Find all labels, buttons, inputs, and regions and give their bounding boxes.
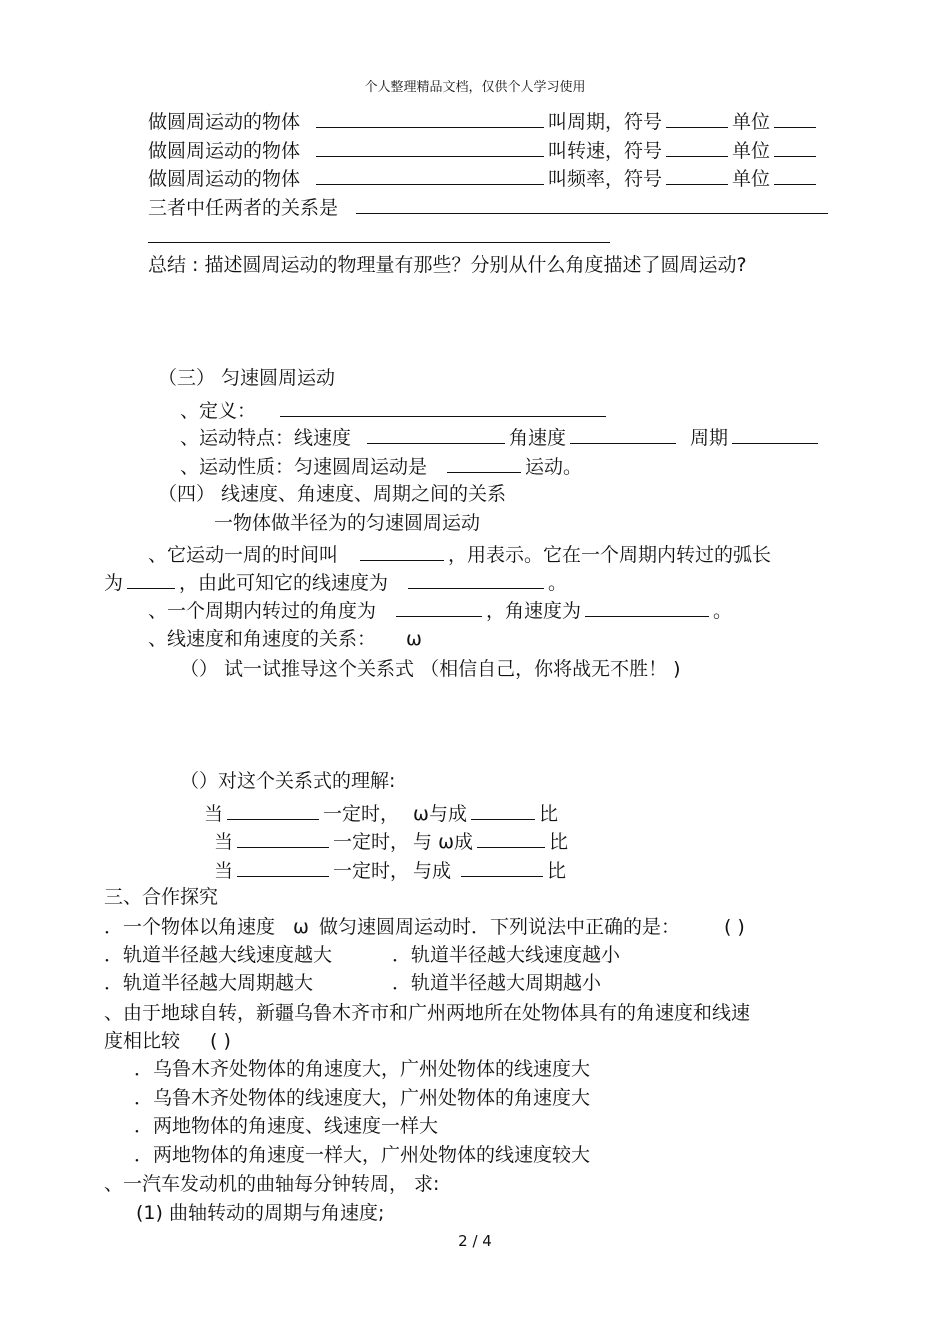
blank: [356, 194, 828, 214]
blank: [237, 857, 329, 877]
section-heading-uniform-circular-motion: （三） 匀速圆周运动: [158, 367, 336, 389]
blank: [774, 165, 816, 185]
blank: [774, 137, 816, 157]
line-derive-hint: （） 试一试推导这个关系式 （相信自己，你将战无不胜！ ): [180, 658, 681, 680]
blank: [367, 424, 505, 444]
line-motion-features: 、运动特点：线速度 角速度 周期: [180, 424, 818, 450]
blank: [585, 597, 709, 617]
blank: [316, 137, 544, 157]
question-3-stem: 、一汽车发动机的曲轴每分钟转周， 求:: [104, 1173, 440, 1195]
line-definition: 、定义：: [180, 397, 610, 423]
line-linear-angular-relation: 、线速度和角速度的关系： ω: [148, 628, 422, 650]
question-2-option-c: ．两地物体的角速度、线速度一样大: [134, 1115, 439, 1137]
section-heading-relations: （四） 线速度、角速度、周期之间的关系: [158, 483, 507, 505]
line-speed: 做圆周运动的物体 叫转速，符号 单位: [148, 137, 816, 163]
question-3-part-1: (1) 曲轴转动的周期与角速度;: [136, 1202, 385, 1224]
question-2-stem-continued: 度相比较 ( ): [104, 1030, 231, 1052]
blank: [127, 569, 175, 589]
blank: [732, 424, 818, 444]
page-header: 个人整理精品文档，仅供个人学习使用: [364, 80, 586, 95]
blank: [280, 397, 606, 417]
line-arc-length: 为 ，由此可知它的线速度为 。: [104, 569, 567, 595]
page-number: 2 / 4: [458, 1232, 492, 1250]
line-one-revolution: 、它运动一周的时间叫 ，用表示。它在一个周期内转过的弧长: [148, 541, 771, 567]
blank: [666, 165, 728, 185]
blank: [570, 424, 676, 444]
blank: [774, 108, 816, 128]
question-2-option-b: ．乌鲁木齐处物体的线速度大，广州处物体的角速度大: [134, 1087, 591, 1109]
line-period: 做圆周运动的物体 叫周期，符号 单位: [148, 108, 816, 134]
blank: [227, 800, 319, 820]
question-2-option-a: ．乌鲁木齐处物体的角速度大，广州处物体的线速度大: [134, 1058, 591, 1080]
blank: [237, 828, 329, 848]
blank: [461, 857, 543, 877]
blank: [408, 569, 544, 589]
question-2-stem: 、由于地球自转，新疆乌鲁木齐市和广州两地所在处物体具有的角速度和线速: [104, 1002, 751, 1024]
line-when-1: 当 一定时， ω与成 比: [204, 800, 558, 826]
question-1-options-ab: ．轨道半径越大线速度越大 ．轨道半径越大线速度越小: [104, 944, 621, 966]
line-motion-nature: 、运动性质：匀速圆周运动是 运动。: [180, 453, 582, 479]
question-1-stem: ．一个物体以角速度 ω 做匀速圆周运动时．下列说法中正确的是： ( ): [104, 916, 745, 938]
line-when-2: 当 一定时， 与 ω成 比: [214, 828, 568, 854]
line-relationship: 三者中任两者的关系是: [148, 194, 832, 220]
question-2-option-d: ．两地物体的角速度一样大，广州处物体的线速度较大: [134, 1144, 591, 1166]
blank: [316, 165, 544, 185]
line-when-3: 当 一定时， 与成 比: [214, 857, 566, 883]
blank: [360, 541, 444, 561]
section-heading-cooperative-inquiry: 三、合作探究: [104, 886, 219, 908]
blank: [316, 108, 544, 128]
blank-line: [148, 242, 610, 243]
blank: [666, 108, 728, 128]
blank: [666, 137, 728, 157]
blank: [471, 800, 535, 820]
question-1-options-cd: ．轨道半径越大周期越大 ．轨道半径越大周期越小: [104, 972, 602, 994]
blank: [396, 597, 482, 617]
line-frequency: 做圆周运动的物体 叫频率，符号 单位: [148, 165, 816, 191]
line-angle-per-period: 、一个周期内转过的角度为 ，角速度为 。: [148, 597, 732, 623]
summary-question: 总结 : 描述圆周运动的物理量有那些？分别从什么角度描述了圆周运动?: [148, 254, 747, 276]
problem-statement: 一物体做半径为的匀速圆周运动: [214, 512, 481, 534]
blank: [477, 828, 545, 848]
blank: [447, 453, 521, 473]
line-understanding: （）对这个关系式的理解:: [180, 770, 396, 792]
